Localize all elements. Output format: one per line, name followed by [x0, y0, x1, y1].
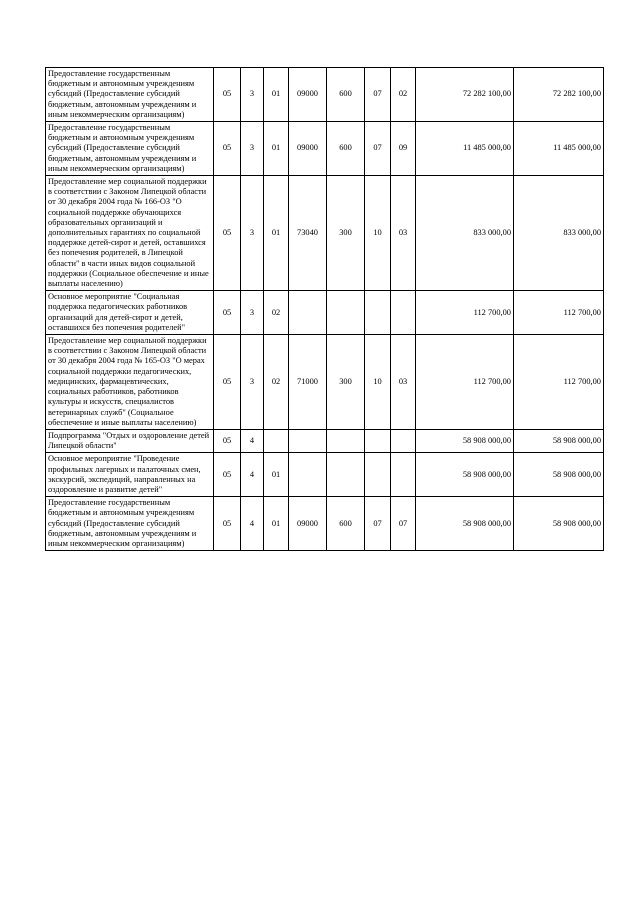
- table-row: [46, 335, 604, 430]
- table-row: [46, 68, 604, 122]
- activity-code: 01: [264, 176, 289, 291]
- direction-code: [289, 453, 327, 497]
- row-name: Предоставление государственным бюджетным и автономным учреждениям субсидий (Предоставление субсидий бюджетным, автономным учреждениям и иным некоммерческим организациям): [46, 497, 214, 551]
- amount-1: 58 908 000,00: [416, 497, 514, 551]
- expense-type: [327, 291, 365, 335]
- amount-2: 58 908 000,00: [514, 497, 604, 551]
- activity-code: 01: [264, 68, 289, 122]
- row-name: Предоставление мер социальной поддержки в соответствии с Законом Липецкой области от 30 декабря 2004 года № 165-ОЗ "О мерах социальной поддержки педагогических, медицинских, фармацевтических, социальных работников, работников культуры и искусств, специалистов ветеринарных служб" (Социальное обеспечение и иные выплаты населению): [46, 335, 214, 430]
- expense-type: 300: [327, 335, 365, 430]
- section-code: 10: [365, 335, 391, 430]
- section-code: [365, 291, 391, 335]
- subprogram-code: 3: [241, 176, 264, 291]
- program-code: 05: [214, 68, 241, 122]
- table-row: [46, 429, 604, 452]
- section-code: 10: [365, 176, 391, 291]
- direction-code: [289, 429, 327, 452]
- activity-code: 01: [264, 453, 289, 497]
- table-row: [46, 497, 604, 551]
- activity-code: 02: [264, 291, 289, 335]
- amount-2: 833 000,00: [514, 176, 604, 291]
- program-code: 05: [214, 291, 241, 335]
- activity-code: 02: [264, 335, 289, 430]
- row-name: Предоставление мер социальной поддержки в соответствии с Законом Липецкой области от 30 декабря 2004 года № 166-ОЗ "О социальной поддержке обучающихся образовательных организаций и дополнительных гарантиях по социальной поддержке детей-сирот и детей, оставшихся без попечения родителей, в Липецкой области" в части иных видов социальной поддержки (Социальное обеспечение и иные выплаты населению): [46, 176, 214, 291]
- amount-2: 112 700,00: [514, 291, 604, 335]
- table-row: [46, 122, 604, 176]
- subsection-code: 03: [391, 176, 416, 291]
- section-code: 07: [365, 68, 391, 122]
- amount-2: 72 282 100,00: [514, 68, 604, 122]
- subprogram-code: 3: [241, 335, 264, 430]
- section-code: 07: [365, 122, 391, 176]
- table-row: [46, 176, 604, 291]
- program-code: 05: [214, 176, 241, 291]
- direction-code: [289, 291, 327, 335]
- expense-type: 600: [327, 497, 365, 551]
- program-code: 05: [214, 429, 241, 452]
- amount-1: 72 282 100,00: [416, 68, 514, 122]
- amount-2: 112 700,00: [514, 335, 604, 430]
- row-name: Предоставление государственным бюджетным и автономным учреждениям субсидий (Предоставление субсидий бюджетным, автономным учреждениям и иным некоммерческим организациям): [46, 68, 214, 122]
- amount-2: 58 908 000,00: [514, 453, 604, 497]
- section-code: [365, 453, 391, 497]
- subprogram-code: 3: [241, 68, 264, 122]
- subsection-code: 02: [391, 68, 416, 122]
- subsection-code: [391, 453, 416, 497]
- subsection-code: [391, 291, 416, 335]
- budget-table: [45, 67, 604, 551]
- amount-2: 11 485 000,00: [514, 122, 604, 176]
- expense-type: [327, 453, 365, 497]
- amount-1: 58 908 000,00: [416, 429, 514, 452]
- amount-1: 112 700,00: [416, 291, 514, 335]
- amount-1: 11 485 000,00: [416, 122, 514, 176]
- row-name: Основное мероприятие "Проведение профильных лагерных и палаточных смен, экскурсий, экспедиций, направленных на оздоровление и развитие детей": [46, 453, 214, 497]
- program-code: 05: [214, 497, 241, 551]
- subprogram-code: 4: [241, 497, 264, 551]
- table-row: [46, 291, 604, 335]
- row-name: Подпрограмма "Отдых и оздоровление детей Липецкой области": [46, 429, 214, 452]
- row-name: Основное мероприятие "Социальная поддержка педагогических работников организаций для детей-сирот и детей, оставшихся без попечения родителей": [46, 291, 214, 335]
- subprogram-code: 4: [241, 429, 264, 452]
- row-name: Предоставление государственным бюджетным и автономным учреждениям субсидий (Предоставление субсидий бюджетным, автономным учреждениям и иным некоммерческим организациям): [46, 122, 214, 176]
- program-code: 05: [214, 453, 241, 497]
- amount-1: 833 000,00: [416, 176, 514, 291]
- table-row: [46, 453, 604, 497]
- section-code: [365, 429, 391, 452]
- direction-code: 09000: [289, 68, 327, 122]
- program-code: 05: [214, 122, 241, 176]
- direction-code: 73040: [289, 176, 327, 291]
- subprogram-code: 4: [241, 453, 264, 497]
- direction-code: 09000: [289, 122, 327, 176]
- activity-code: 01: [264, 497, 289, 551]
- subsection-code: 03: [391, 335, 416, 430]
- expense-type: 600: [327, 68, 365, 122]
- activity-code: [264, 429, 289, 452]
- expense-type: [327, 429, 365, 452]
- direction-code: 09000: [289, 497, 327, 551]
- expense-type: 300: [327, 176, 365, 291]
- subprogram-code: 3: [241, 291, 264, 335]
- expense-type: 600: [327, 122, 365, 176]
- section-code: 07: [365, 497, 391, 551]
- subsection-code: 09: [391, 122, 416, 176]
- direction-code: 71000: [289, 335, 327, 430]
- amount-1: 58 908 000,00: [416, 453, 514, 497]
- subsection-code: [391, 429, 416, 452]
- amount-2: 58 908 000,00: [514, 429, 604, 452]
- activity-code: 01: [264, 122, 289, 176]
- subsection-code: 07: [391, 497, 416, 551]
- program-code: 05: [214, 335, 241, 430]
- amount-1: 112 700,00: [416, 335, 514, 430]
- subprogram-code: 3: [241, 122, 264, 176]
